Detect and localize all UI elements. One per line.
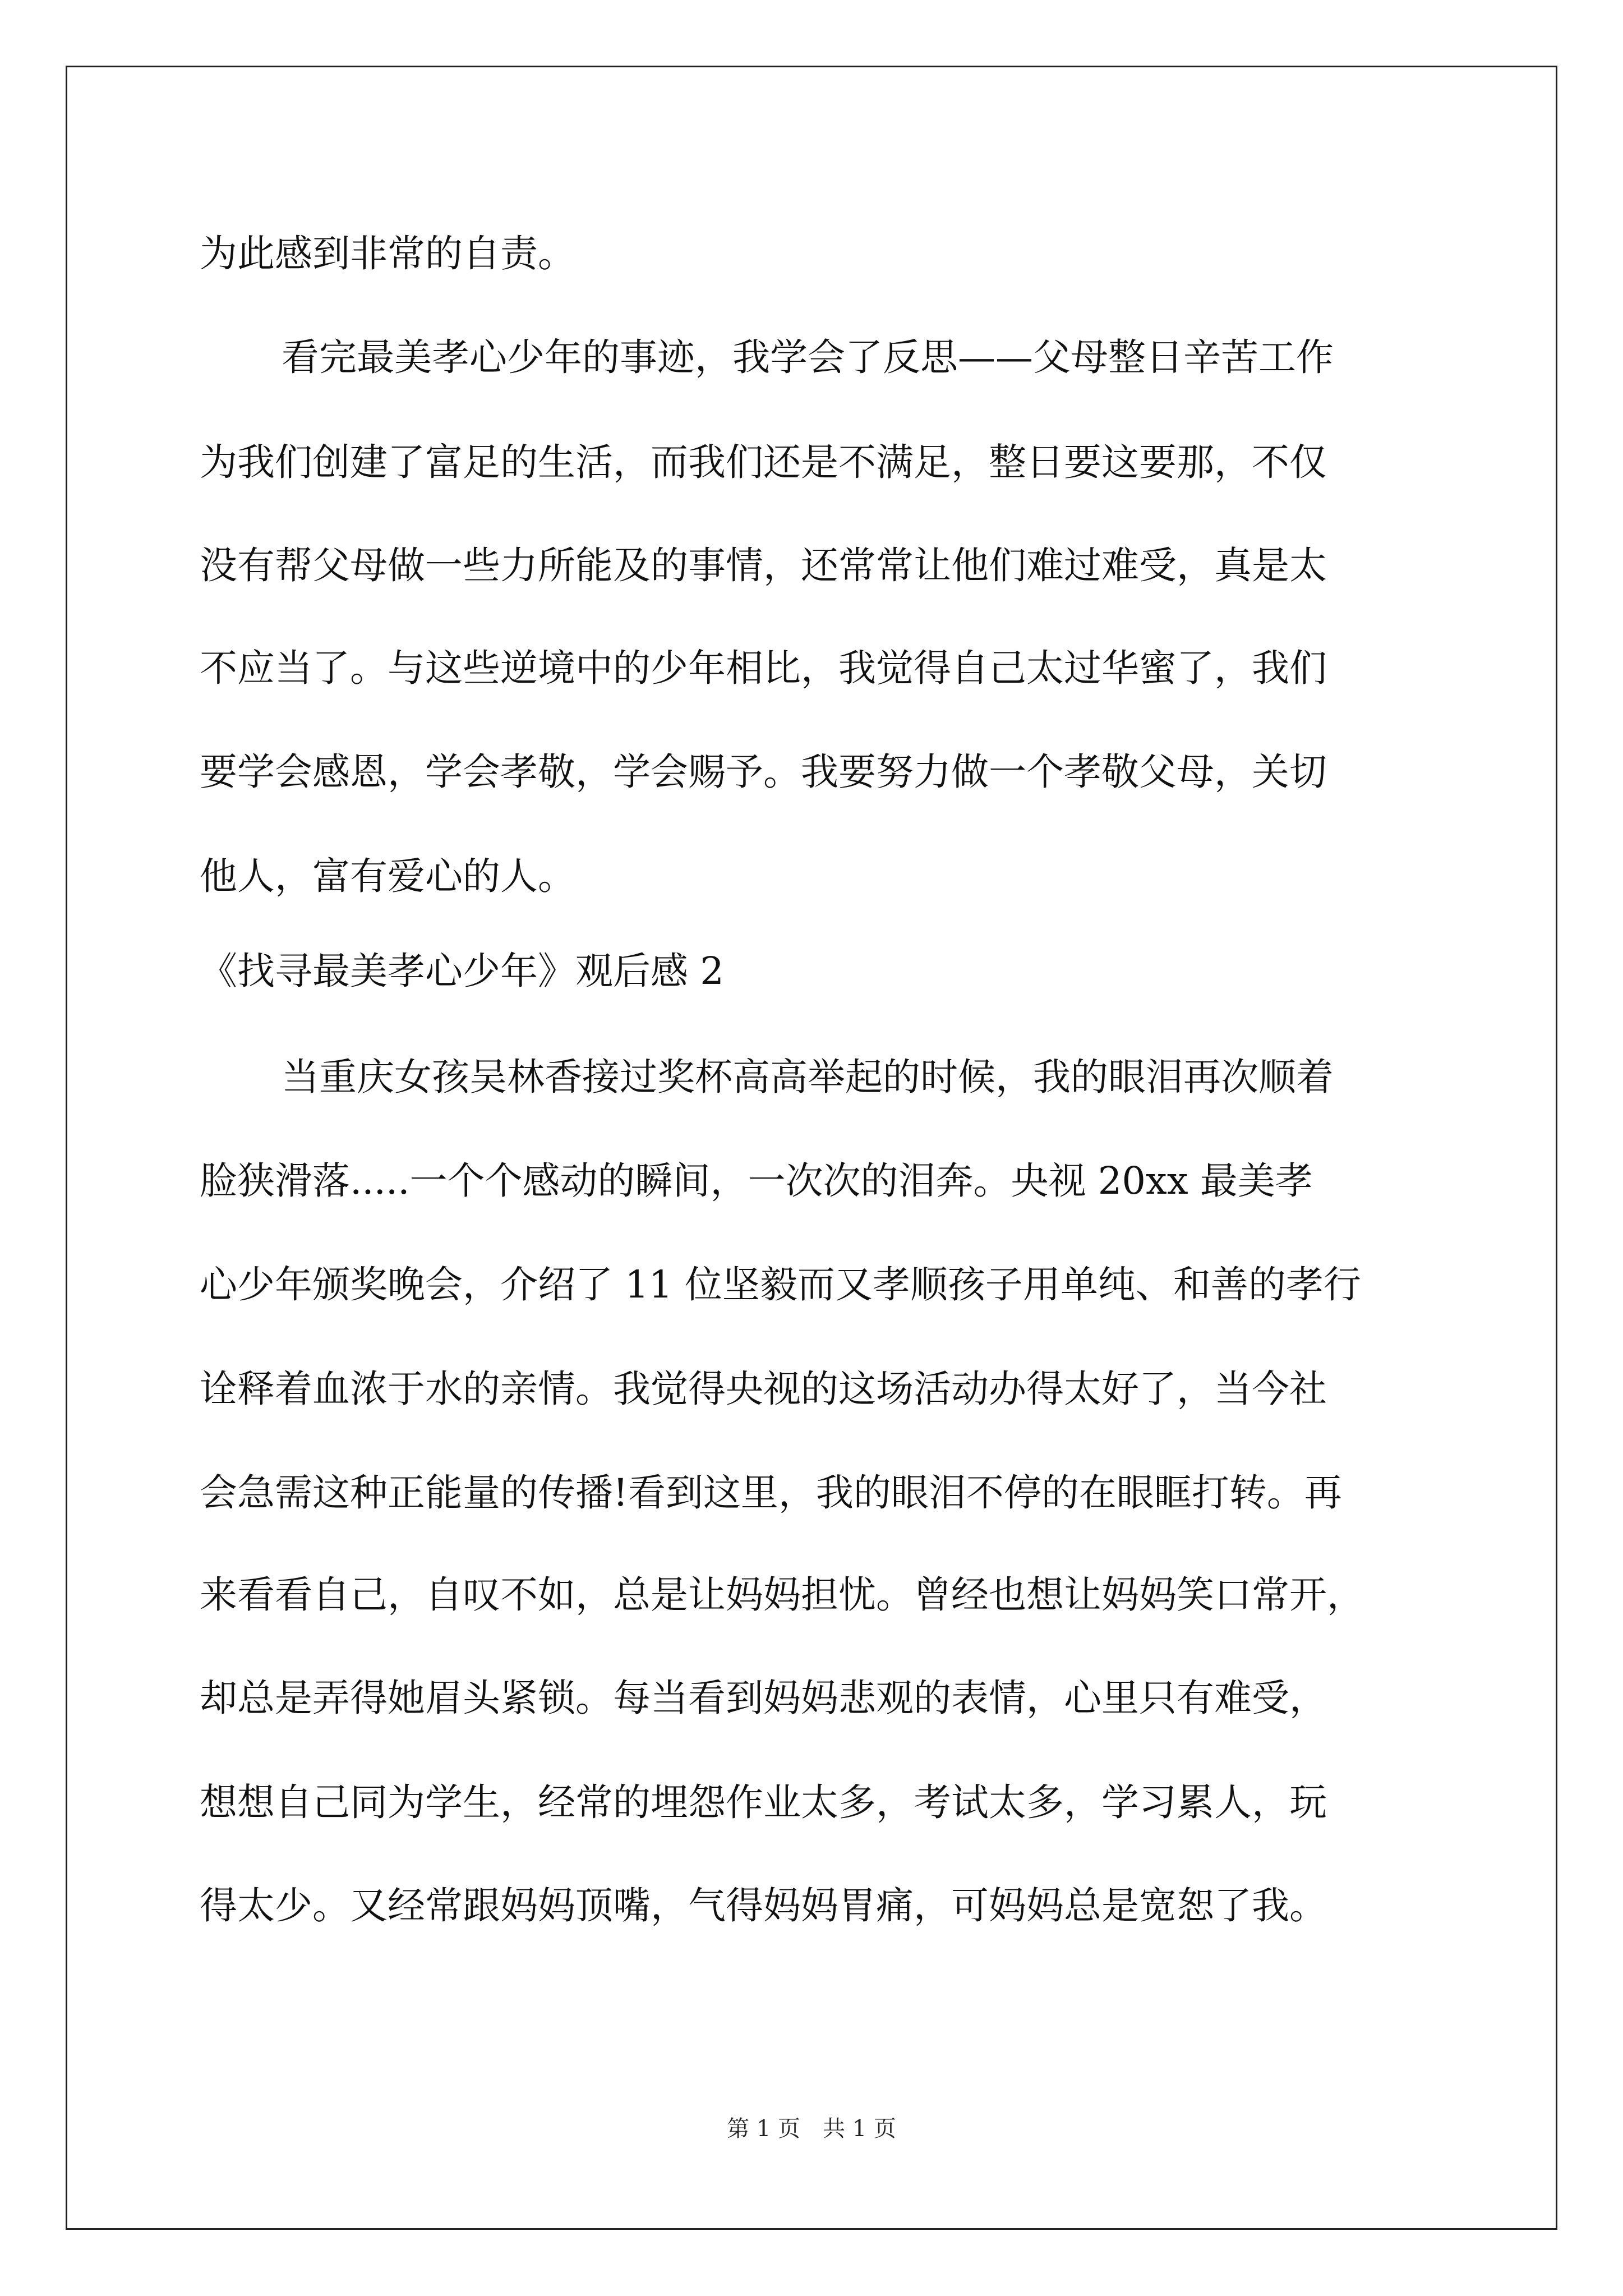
paragraph-line: 为我们创建了富足的生活，而我们还是不满足，整日要这要那，不仅	[200, 440, 1327, 484]
paragraph-line: 诠释着血浓于水的亲情。我觉得央视的这场活动办得太好了，当今社	[200, 1367, 1327, 1411]
paragraph-line: 来看看自己，自叹不如，总是让妈妈担忧。曾经也想让妈妈笑口常开，	[200, 1573, 1364, 1617]
page-footer: 第 1 页 共 1 页	[727, 2116, 896, 2142]
paragraph-line: 不应当了。与这些逆境中的少年相比，我觉得自己太过华蜜了，我们	[200, 646, 1327, 690]
section-heading: 《找寻最美孝心少年》观后感 2	[200, 949, 724, 993]
paragraph-line: 得太少。又经常跟妈妈顶嘴，气得妈妈胃痛，可妈妈总是宽恕了我。	[200, 1884, 1327, 1927]
paragraph-line: 看完最美孝心少年的事迹，我学会了反思——父母整日辛苦工作	[282, 335, 1334, 379]
paragraph-line: 为此感到非常的自责。	[200, 232, 575, 275]
paragraph-line: 要学会感恩，学会孝敬，学会赐予。我要努力做一个孝敬父母，关切	[200, 750, 1327, 794]
paragraph-line: 心少年颁奖晚会，介绍了 11 位坚毅而又孝顺孩子用单纯、和善的孝行	[200, 1263, 1361, 1306]
paragraph-line: 却总是弄得她眉头紧锁。每当看到妈妈悲观的表情，心里只有难受，	[200, 1676, 1327, 1720]
paragraph-line: 脸狭滑落.....一个个感动的瞬间，一次次的泪奔。央视 20xx 最美孝	[200, 1159, 1313, 1203]
paragraph-line: 当重庆女孩吴林香接过奖杯高高举起的时候，我的眼泪再次顺着	[282, 1055, 1334, 1099]
paragraph-line: 想想自己同为学生，经常的埋怨作业太多，考试太多，学习累人，玩	[200, 1780, 1327, 1824]
paragraph-line: 会急需这种正能量的传播!看到这里，我的眼泪不停的在眼眶打转。再	[200, 1471, 1342, 1515]
paragraph-line: 没有帮父母做一些力所能及的事情，还常常让他们难过难受，真是太	[200, 544, 1327, 587]
paragraph-line: 他人，富有爱心的人。	[200, 854, 575, 898]
